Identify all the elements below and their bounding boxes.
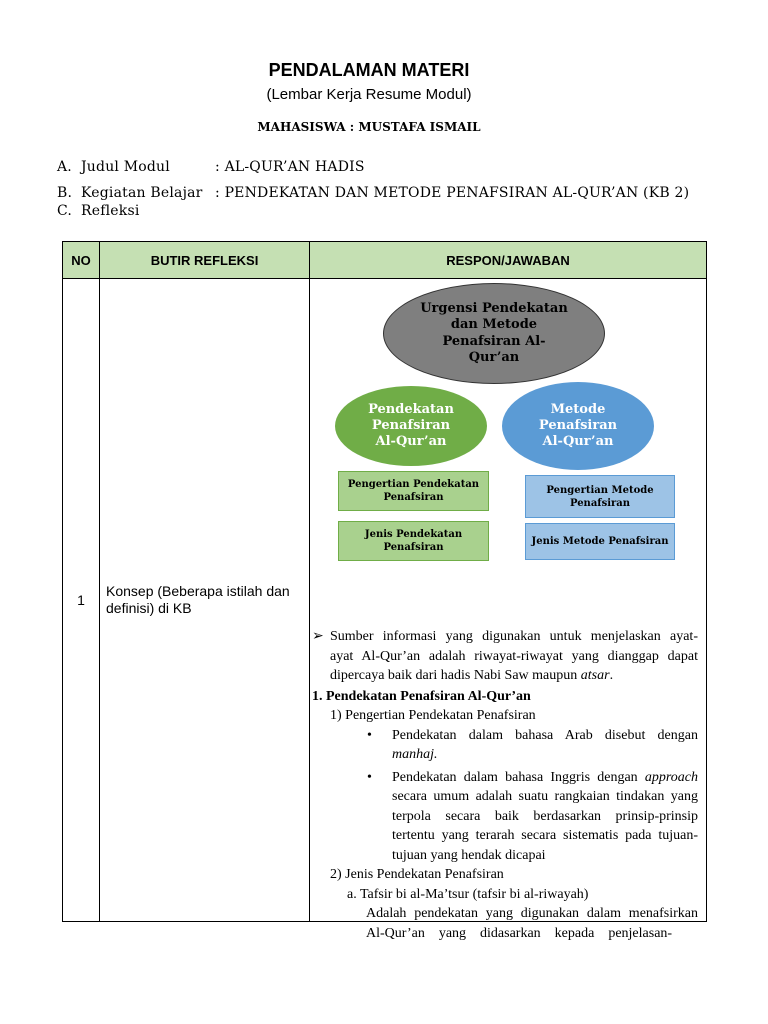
page-subtitle: (Lembar Kerja Resume Modul) xyxy=(266,86,472,103)
sub-subsection-heading: a. Tafsir bi al-Ma’tsur (tafsir bi al-riwayah) xyxy=(347,886,589,902)
diagram-node-metode xyxy=(502,382,654,470)
info-letter: C. xyxy=(57,203,73,219)
bullet-line xyxy=(392,768,698,788)
diagram-box-label: Pengertian Metode Penafsiran xyxy=(546,484,654,509)
bullet-italic: manhaj. xyxy=(392,747,438,762)
intro-line: Sumber informasi yang digunakan untuk menjelaskan ayat- xyxy=(330,629,698,644)
definition-line: Adalah pendekatan yang digunakan dalam menafsirkan xyxy=(366,906,698,921)
intro-line xyxy=(330,666,698,686)
bullet-line: Pendekatan dalam bahasa Arab disebut dengan xyxy=(392,727,698,743)
arrow-bullet-icon: ➢ xyxy=(312,629,324,644)
info-value: : AL-QUR’AN HADIS xyxy=(215,159,365,175)
info-letter: B. xyxy=(57,185,73,201)
diagram-node-urgensi xyxy=(383,283,605,384)
diagram-box-jenis-metode xyxy=(525,523,675,560)
definition-line: Al-Qur’an yang didasarkan kepada penjelasan- xyxy=(366,925,673,941)
section-heading: 1. Pendekatan Penafsiran Al-Qur’an xyxy=(312,688,531,704)
column-divider xyxy=(99,242,100,921)
diagram-box-pengertian-pendekatan xyxy=(338,471,489,511)
info-letter: A. xyxy=(57,159,72,175)
info-row-kegiatan-belajar xyxy=(57,185,689,201)
intro-end: . xyxy=(609,668,614,683)
column-divider xyxy=(309,242,310,921)
diagram-node-label: Urgensi Pendekatan dan Metode Penafsiran Al-Qur’an xyxy=(420,301,568,365)
intro-line: ayat Al-Qur’an adalah riwayat-riwayat yang dianggap dapat xyxy=(330,648,698,664)
header-butir-refleksi: BUTIR REFLEKSI xyxy=(100,242,309,278)
info-row-refleksi xyxy=(57,203,140,219)
butir-refleksi-text: Konsep (Beberapa istilah dan definisi) di KB xyxy=(106,583,290,616)
diagram-box-pengertian-metode xyxy=(525,475,675,518)
bullet-line: terpola secara baik berdasarkan prinsip-prinsip xyxy=(392,808,698,824)
diagram-box-label: Jenis Metode Penafsiran xyxy=(531,536,669,547)
definition-paragraph xyxy=(312,904,698,943)
bullet-italic: approach xyxy=(644,769,698,785)
response-text xyxy=(312,627,698,943)
bullet-item xyxy=(312,768,698,866)
intro-text: dipercaya baik dari hadis Nabi Saw maupun xyxy=(330,668,581,683)
diagram-box-label: Pengertian Pendekatan Penafsiran xyxy=(347,479,480,503)
bullet-icon: • xyxy=(367,727,372,743)
intro-italic: atsar xyxy=(580,668,610,683)
header-no: NO xyxy=(63,242,99,278)
intro-paragraph xyxy=(312,627,698,686)
page-title: PENDALAMAN MATERI xyxy=(268,60,470,80)
info-value: : PENDEKATAN DAN METODE PENAFSIRAN AL-QUR’AN (KB 2) xyxy=(215,185,690,201)
info-key: Refleksi xyxy=(81,203,140,219)
info-key: Judul Modul xyxy=(81,159,170,175)
header-respon-jawaban: RESPON/JAWABAN xyxy=(310,242,706,278)
student-name: MAHASISWA : MUSTAFA ISMAIL xyxy=(257,120,481,134)
diagram-box-label: Jenis Pendekatan Penafsiran xyxy=(364,529,463,553)
bullet-line: secara umum adalah suatu rangkaian tindakan yang xyxy=(392,789,698,804)
bullet-line: tertentu yang terarah secara sistematis pada tujuan- xyxy=(392,828,698,843)
subsection-heading: 1) Pengertian Pendekatan Penafsiran xyxy=(330,708,536,723)
bullet-item xyxy=(312,726,698,765)
bullet-text: Pendekatan dalam bahasa Inggris dengan xyxy=(392,769,645,785)
diagram-box-jenis-pendekatan xyxy=(338,521,489,561)
subsection-heading: 2) Jenis Pendekatan Penafsiran xyxy=(330,867,504,882)
bullet-icon: • xyxy=(367,769,372,785)
header-divider xyxy=(63,278,706,279)
diagram-node-label: Pendekatan Penafsiran Al-Qur’an xyxy=(368,401,454,450)
info-key: Kegiatan Belajar xyxy=(81,185,203,201)
diagram-node-pendekatan xyxy=(335,386,487,466)
diagram-node-label: Metode Penafsiran Al-Qur’an xyxy=(538,401,618,450)
info-row-judul-modul xyxy=(57,159,365,175)
bullet-line: tujuan yang hendak dicapai xyxy=(392,847,546,863)
row-number: 1 xyxy=(77,592,85,608)
